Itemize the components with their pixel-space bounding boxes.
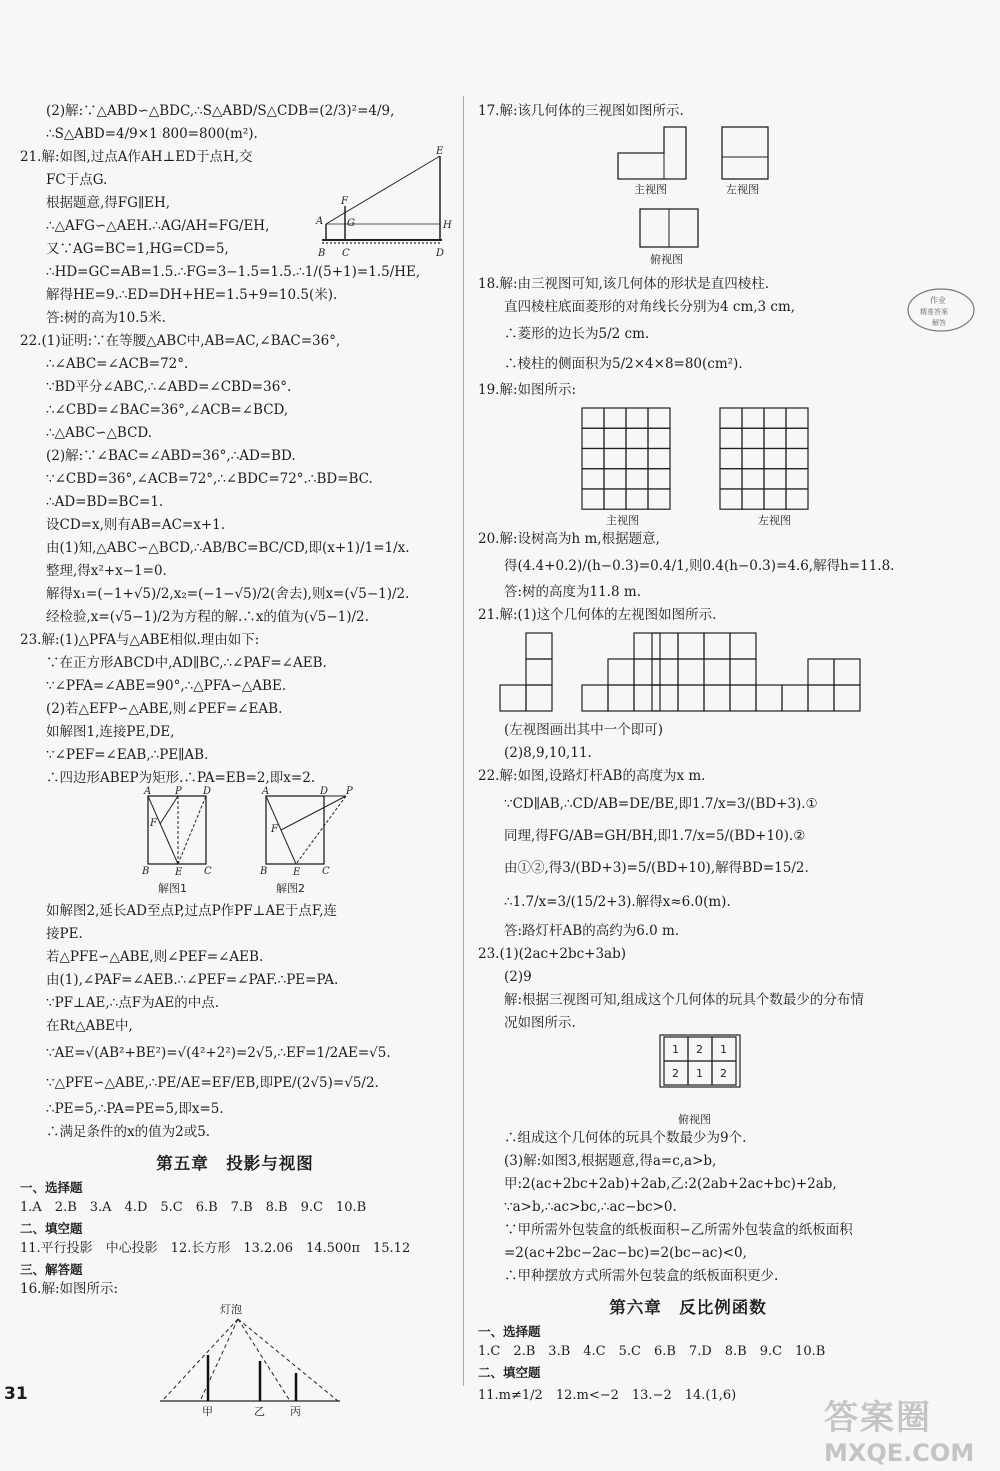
text-line: 直四棱柱底面菱形的对角线长分别为4 cm,3 cm, (504, 299, 796, 315)
text-line: ∴AD=BD=BC=1. (46, 494, 164, 510)
grid-cell (526, 659, 552, 685)
grid-cell (604, 489, 626, 509)
grid-count: 1 (720, 1043, 727, 1056)
text-line: =2(ac+2bc−2ac−bc)=2(bc−ac)<0, (504, 1245, 747, 1261)
svg-text:F: F (341, 196, 348, 207)
grid-cell (782, 685, 808, 711)
pole-label: 丙 (290, 1405, 301, 1418)
right-column (478, 100, 898, 1411)
grid-count: 2 (672, 1067, 679, 1080)
svg-text:D: D (436, 248, 445, 259)
page-number: 31 (4, 1384, 28, 1404)
grid-cell (704, 659, 730, 685)
text-line: 答:路灯杆AB的高约为6.0 m. (504, 923, 680, 939)
text-line: 整理,得x²+x−1=0. (46, 563, 167, 579)
fill-answers: 11.m≠1/2 12.m<−2 13.−2 14.(1,6) (478, 1388, 737, 1403)
grid-cell (764, 448, 786, 468)
lamp-label: 灯泡 (220, 1303, 242, 1316)
text-line: (2)解:∵△ABD∽△BDC,∴S△ABD/S△CDB=(2/3)²=4/9, (46, 103, 395, 119)
text-line: 如解图1,连接PE,DE, (46, 724, 175, 740)
text-line: 由(1)知,△ABC∽△BCD,∴AB/BC=BC/CD,即(x+1)/1=1/x. (46, 540, 410, 556)
grid-cell (608, 685, 634, 711)
grid-cell (582, 448, 604, 468)
grid-cell (634, 685, 660, 711)
text-line: 甲:2(ac+2bc+2ab)+2ab,乙:2(2ab+2ac+bc)+2ab, (504, 1176, 837, 1192)
grid-cell (742, 408, 764, 428)
three-views-19 (478, 402, 898, 528)
svg-text:F: F (150, 818, 157, 829)
figure-caption: 解图2 (276, 882, 305, 895)
svg-text:A: A (144, 786, 152, 797)
grid-cell (764, 408, 786, 428)
grid-cell (604, 408, 626, 428)
grid-cell (626, 428, 648, 448)
text-line: 解得x₁=(−1+√5)/2,x₂=(−1−√5)/2(舍去),则x=(√5−1)/2. (46, 586, 410, 602)
svg-text:A: A (262, 786, 270, 797)
view-caption: 左视图 (758, 514, 791, 527)
text-line: ∴四边形ABEP为矩形.∴PA=EB=2,即x=2. (46, 770, 316, 786)
grid-cell (678, 633, 704, 659)
text-line: 同理,得FG/AB=GH/BH,即1.7/x=5/(BD+10).② (504, 828, 806, 844)
svg-text:C: C (204, 866, 212, 877)
choice-answers: 1.C 2.B 3.B 4.C 5.C 6.B 7.D 8.B 9.C 10.B (478, 1344, 826, 1359)
grid-cell (652, 633, 678, 659)
text-line: 17.解:该几何体的三视图如图所示. (478, 103, 684, 119)
problem-21 (20, 146, 450, 261)
text-line: 解得HE=9.∴ED=DH+HE=1.5+9=10.5(米). (46, 287, 338, 303)
grid-cell (786, 489, 808, 509)
text-line: 设CD=x,则有AB=AC=x+1. (46, 517, 226, 533)
text-line: ∴∠CBD=∠BAC=36°,∠ACB=∠BCD, (46, 402, 289, 418)
grid-cell (608, 659, 634, 685)
svg-text:D: D (320, 786, 329, 797)
grid-cell (648, 469, 670, 489)
grid-cell (730, 685, 756, 711)
text-line: 21.解:(1)这个几何体的左视图如图所示. (478, 607, 717, 623)
grid-cell (526, 633, 552, 659)
text-line: 根据题意,得FG∥EH, (46, 195, 171, 211)
text-line: (左视图画出其中一个即可) (504, 722, 664, 738)
figure-caption: 解图1 (158, 882, 187, 895)
grid-cell (652, 659, 678, 685)
grid-cell (764, 428, 786, 448)
text-line: 得(4.4+0.2)/(h−0.3)=0.4/1,则0.4(h−0.3)=4.6,解得h=11.8. (504, 558, 895, 574)
left-column (20, 100, 450, 1419)
grid-cell (634, 659, 660, 685)
text-line: 16.解:如图所示: (20, 1281, 119, 1297)
svg-text:G: G (347, 218, 355, 229)
grid-cell (786, 448, 808, 468)
svg-text:B: B (260, 866, 268, 877)
text-line: 18.解:由三视图可知,该几何体的形状是直四棱柱. (478, 276, 770, 292)
text-line: ∵∠PEF=∠EAB,∴PE∥AB. (46, 747, 209, 763)
text-line: 22.(1)证明:∵在等腰△ABC中,AB=AC,∠BAC=36°, (20, 333, 341, 349)
chapter5-title: 第五章 投影与视图 (156, 1154, 314, 1173)
grid-cell (678, 685, 704, 711)
text-line: ∴棱柱的侧面积为5/2×4×8=80(cm²). (504, 356, 743, 372)
three-views-17 (478, 123, 898, 273)
homework-stamp (906, 287, 976, 333)
chapter6-title: 第六章 反比例函数 (609, 1298, 767, 1317)
text-line: (3)解:如图3,根据题意,得a=c,a>b, (504, 1153, 717, 1169)
text-line: 20.解:设树高为h m,根据题意, (478, 531, 660, 547)
grid-cell (500, 685, 526, 711)
view-caption: 左视图 (726, 183, 759, 196)
text-line: (2)解:∵∠BAC=∠ABD=36°,∴AD=BD. (46, 448, 296, 464)
text-line: ∵AE=√(AB²+BE²)=√(4²+2²)=2√5,∴EF=1/2AE=√5. (46, 1045, 391, 1061)
grid-cell (604, 448, 626, 468)
grid-cell (704, 685, 730, 711)
text-line: 经检验,x=(√5−1)/2为方程的解.∴x的值为(√5−1)/2. (46, 609, 369, 625)
svg-text:B: B (142, 866, 150, 877)
grid-cell (756, 685, 782, 711)
grid-cell (652, 685, 678, 711)
svg-text:E: E (436, 146, 444, 157)
svg-text:P: P (175, 786, 182, 797)
text-line: ∴组成这个几何体的玩具个数最少为9个. (504, 1130, 747, 1146)
svg-text:B: B (318, 248, 326, 259)
text-line: 在Rt△ABE中, (46, 1018, 133, 1034)
text-line: ∴∠ABC=∠ACB=72°. (46, 356, 189, 372)
grid-count: 2 (696, 1043, 703, 1056)
grid-cell (526, 685, 552, 711)
text-line: 若△PFE∽△ABE,则∠PEF=∠AEB. (46, 949, 264, 965)
grid-cell (720, 428, 742, 448)
grid-cell (786, 408, 808, 428)
text-line: ∵BD平分∠ABC,∴∠ABD=∠CBD=36°. (46, 379, 292, 395)
view-caption: 主视图 (634, 183, 667, 196)
tree-similar-triangles-figure (312, 146, 452, 264)
section-heading: 三、解答题 (20, 1262, 83, 1277)
text-line: ∴HD=GC=AB=1.5.∴FG=3−1.5=1.5.∴1/(5+1)=1.5/HE, (46, 264, 421, 280)
svg-text:C: C (322, 866, 330, 877)
text-line: (2)若△EFP∽△ABE,则∠PEF=∠EAB. (46, 701, 283, 717)
text-line: 21.解:如图,过点A作AH⊥ED于点H,交 (20, 149, 253, 165)
text-line: ∴S△ABD=4/9×1 800=800(m²). (46, 126, 258, 142)
svg-text:F: F (271, 824, 278, 835)
section-heading: 二、填空题 (478, 1365, 541, 1380)
grid-count: 1 (672, 1043, 679, 1056)
grid-cell (730, 659, 756, 685)
pole-label: 乙 (254, 1405, 265, 1418)
view-caption: 俯视图 (650, 253, 683, 266)
grid-cell (626, 469, 648, 489)
grid-cell (730, 633, 756, 659)
grid-cell (720, 448, 742, 468)
text-line: 如解图2,延长AD至点P,过点P作PF⊥AE于点F,连 (46, 903, 337, 919)
text-line: 由①②,得3/(BD+3)=5/(BD+10),解得BD=15/2. (504, 860, 809, 876)
text-line: FC于点G. (46, 172, 108, 188)
grid-cell (786, 469, 808, 489)
grid-cell (582, 469, 604, 489)
text-line: ∵a>b,∴ac>bc,∴ac−bc>0. (504, 1199, 677, 1215)
grid-cell (720, 489, 742, 509)
watermark-url: MXQE.COM (824, 1439, 975, 1467)
grid-cell (678, 659, 704, 685)
grid-cell (834, 685, 860, 711)
grid-cell (764, 469, 786, 489)
grid-cell (764, 489, 786, 509)
grid-cell (604, 428, 626, 448)
section-heading: 一、选择题 (478, 1324, 541, 1339)
text-line: ∴菱形的边长为5/2 cm. (504, 326, 650, 342)
text-line: 答:树的高为10.5米. (46, 310, 166, 326)
text-line: ∵△PFE∽△ABE,∴PE/AE=EF/EB,即PE/(2√5)=√5/2. (46, 1075, 379, 1091)
text-line: ∵∠CBD=36°,∠ACB=72°,∴∠BDC=72°.∴BD=BC. (46, 471, 373, 487)
grid-cell (582, 685, 608, 711)
text-line: 答:树的高度为11.8 m. (504, 584, 641, 600)
fill-answers: 11.平行投影 中心投影 12.长方形 13.2.06 14.500π 15.12 (20, 1241, 411, 1256)
grid-cell (720, 469, 742, 489)
text-line: ∴△ABC∽△BCD. (46, 425, 153, 441)
grid-cell (604, 469, 626, 489)
text-line: (2)9 (504, 969, 532, 985)
stamp-text: 作业 (930, 296, 946, 305)
grid-cell (786, 428, 808, 448)
grid-cell (742, 469, 764, 489)
grid-cell (648, 489, 670, 509)
grid-cell (742, 428, 764, 448)
svg-text:H: H (443, 220, 452, 231)
text-line: ∵在正方形ABCD中,AD∥BC,∴∠PAF=∠AEB. (46, 655, 327, 671)
grid-cell (648, 408, 670, 428)
text-line: ∵PF⊥AE,∴点F为AE的中点. (46, 995, 219, 1011)
grid-cell (626, 489, 648, 509)
svg-text:E: E (293, 867, 301, 878)
grid-cell (582, 489, 604, 509)
stamp-text: 解答 (932, 319, 946, 327)
text-line: ∵CD∥AB,∴CD/AB=DE/BE,即1.7/x=3/(BD+3).① (504, 796, 818, 812)
grid-cell (808, 659, 834, 685)
grid-count: 1 (696, 1067, 703, 1080)
watermark (824, 1390, 994, 1470)
grid-cell (834, 659, 860, 685)
choice-answers: 1.A 2.B 3.A 4.D 5.C 6.B 7.B 8.B 9.C 10.B (20, 1200, 367, 1215)
text-line: (2)8,9,10,11. (504, 745, 592, 761)
text-line: 接PE. (46, 926, 83, 942)
top-view-count-grid (478, 1035, 898, 1127)
square-solution-figures (20, 786, 450, 900)
text-line: ∴1.7/x=3/(15/2+3).解得x≈6.0(m). (504, 894, 731, 910)
text-line: ∵∠PFA=∠ABE=90°,∴△PFA∽△ABE. (46, 678, 287, 694)
watermark-logo: 答案圈 (824, 1398, 932, 1438)
left-view-options-21 (478, 627, 898, 719)
grid-cell (648, 448, 670, 468)
grid-cell (742, 448, 764, 468)
stamp-text: 精准答案 (920, 308, 948, 316)
grid-count: 2 (720, 1067, 727, 1080)
text-line: ∴满足条件的x的值为2或5. (46, 1124, 211, 1140)
text-line: 况如图所示. (504, 1015, 576, 1031)
lamp-shadow-figure (20, 1301, 450, 1419)
section-heading: 二、填空题 (20, 1221, 83, 1236)
text-line: 22.解:如图,设路灯杆AB的高度为x m. (478, 768, 706, 784)
text-line: 由(1),∠PAF=∠AEB.∴∠PEF=∠PAF.∴PE=PA. (46, 972, 339, 988)
text-line: ∴甲种摆放方式所需外包装盒的纸板面积更少. (504, 1268, 779, 1284)
text-line: ∴△AFG∽△AEH.∴AG/AH=FG/EH, (46, 218, 270, 234)
text-line: 19.解:如图所示: (478, 382, 577, 398)
grid-cell (704, 633, 730, 659)
text-line: 又∵AG=BC=1,HG=CD=5, (46, 241, 229, 257)
text-line: 23.解:(1)△PFA与△ABE相似.理由如下: (20, 632, 260, 648)
text-line: 解:根据三视图可知,组成这个几何体的玩具个数最少的分布情 (504, 992, 864, 1008)
grid-cell (720, 408, 742, 428)
grid-cell (808, 685, 834, 711)
text-line: ∵甲所需外包装盒的纸板面积−乙所需外包装盒的纸板面积 (504, 1222, 853, 1238)
column-divider (463, 96, 464, 1386)
grid-cell (582, 408, 604, 428)
section-heading: 一、选择题 (20, 1180, 83, 1195)
grid-cell (626, 408, 648, 428)
view-caption: 俯视图 (678, 1113, 711, 1126)
text-line: ∴PE=5,∴PA=PE=5,即x=5. (46, 1101, 224, 1117)
svg-text:A: A (316, 216, 324, 227)
grid-cell (648, 428, 670, 448)
grid-cell (626, 448, 648, 468)
svg-text:D: D (203, 786, 212, 797)
text-line: 23.(1)(2ac+2bc+3ab) (478, 946, 627, 962)
grid-cell (582, 428, 604, 448)
grid-cell (742, 489, 764, 509)
grid-cell (634, 633, 660, 659)
svg-text:C: C (342, 248, 350, 259)
pole-label: 甲 (202, 1405, 213, 1418)
svg-text:E: E (175, 867, 183, 878)
svg-text:P: P (346, 786, 353, 797)
view-caption: 主视图 (606, 514, 639, 527)
